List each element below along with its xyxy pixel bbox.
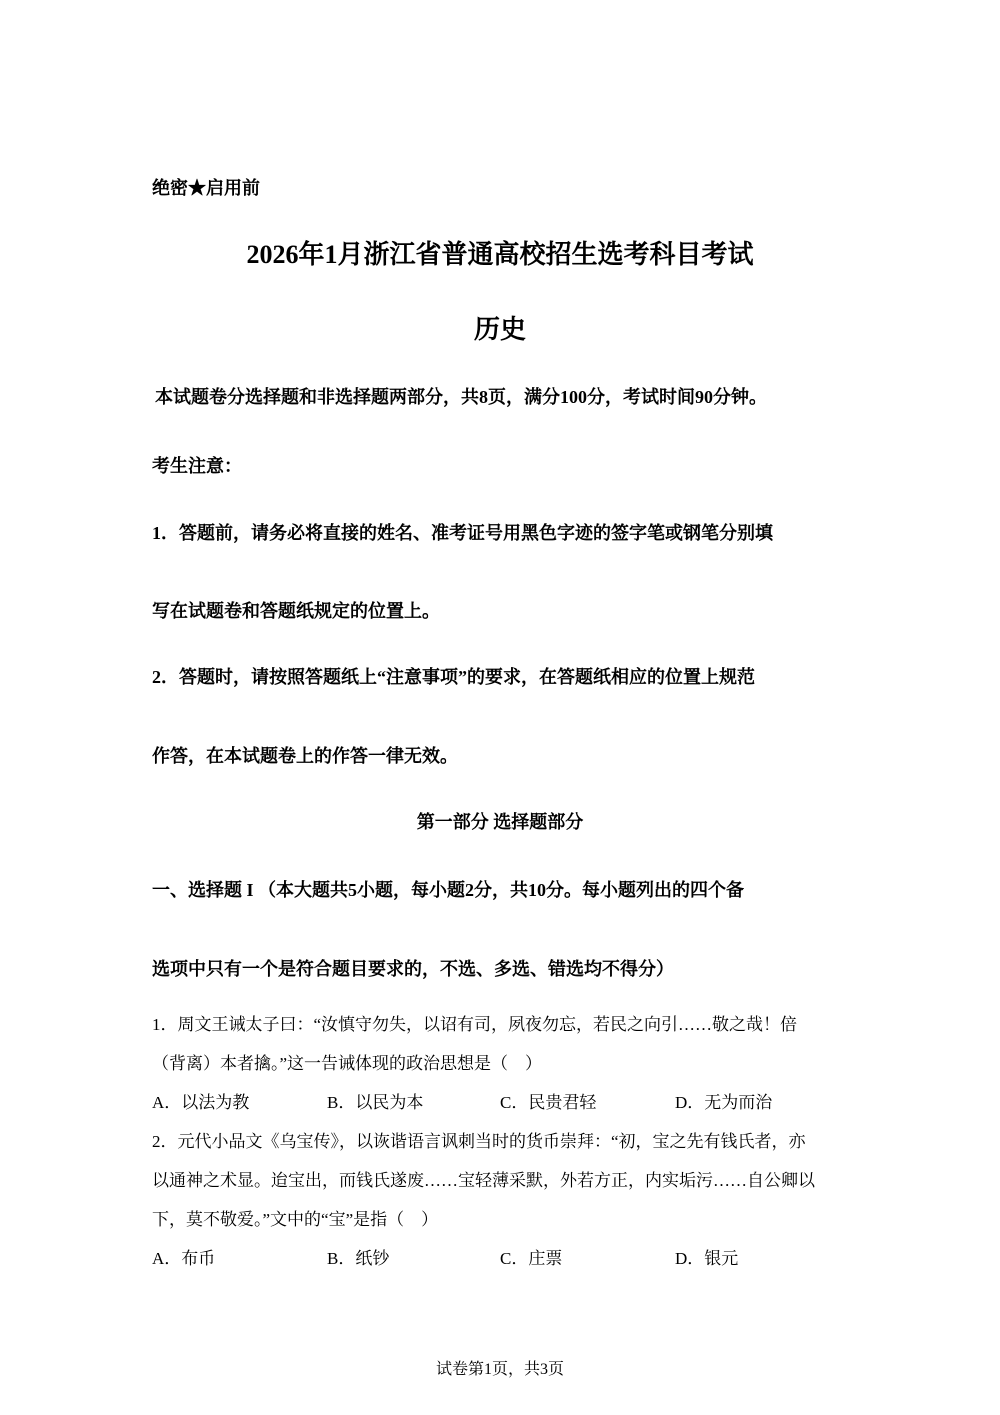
subject-title: 历史 bbox=[473, 315, 526, 344]
paper-info: 本试题卷分选择题和非选择题两部分，共8页，满分100分，考试时间90分钟。 bbox=[155, 387, 767, 407]
question-2-option-b: B．纸钞 bbox=[327, 1249, 390, 1268]
exam-title: 2026年1月浙江省普通高校招生选考科目考试 bbox=[246, 240, 754, 269]
question-1-line-2: （背离）本者擒。”这一告诫体现的政治思想是（ ） bbox=[152, 1054, 543, 1073]
question-1-option-b: B．以民为本 bbox=[327, 1093, 424, 1112]
notice-item-1-line-1: 1．答题前，请务必将直接的姓名、准考证号用黑色字迹的签字笔或钢笔分别填 bbox=[152, 523, 773, 543]
section-heading-line-2: 选项中只有一个是符合题目要求的，不选、多选、错选均不得分） bbox=[152, 959, 674, 979]
question-1-line-1: 1．周文王诫太子曰：“汝慎守勿失，以诏有司，夙夜勿忘，若民之向引……敬之哉！倍 bbox=[152, 1015, 798, 1034]
question-2-line-1: 2．元代小品文《乌宝传》，以诙谐语言讽刺当时的货币崇拜：“初，宝之先有钱氏者，亦 bbox=[152, 1132, 806, 1151]
notice-item-1-line-2: 写在试题卷和答题纸规定的位置上。 bbox=[152, 601, 440, 621]
part-one-title: 第一部分 选择题部分 bbox=[416, 812, 584, 832]
question-2-option-c: C．庄票 bbox=[500, 1249, 563, 1268]
question-2-option-a: A．布币 bbox=[152, 1249, 216, 1268]
notice-item-2-line-2: 作答，在本试题卷上的作答一律无效。 bbox=[152, 746, 458, 766]
secret-mark: 绝密★启用前 bbox=[152, 178, 260, 198]
notice-item-2-line-1: 2．答题时，请按照答题纸上“注意事项”的要求，在答题纸相应的位置上规范 bbox=[152, 667, 755, 687]
question-1-option-a: A．以法为教 bbox=[152, 1093, 250, 1112]
question-1-option-d: D．无为而治 bbox=[675, 1093, 773, 1112]
question-2-line-2: 以通神之术显。迨宝出，而钱氏遂废……宝轻薄采默，外若方正，内实垢污……自公卿以 bbox=[152, 1171, 815, 1190]
notice-heading: 考生注意： bbox=[152, 456, 242, 476]
section-heading-line-1: 一、选择题 I （本大题共5小题，每小题2分，共10分。每小题列出的四个备 bbox=[152, 880, 745, 900]
page-footer: 试卷第1页，共3页 bbox=[435, 1361, 564, 1378]
question-2-line-3: 下，莫不敬爱。”文中的“宝”是指（ ） bbox=[152, 1210, 439, 1229]
question-1-option-c: C．民贵君轻 bbox=[500, 1093, 597, 1112]
question-2-option-d: D．银元 bbox=[675, 1249, 739, 1268]
